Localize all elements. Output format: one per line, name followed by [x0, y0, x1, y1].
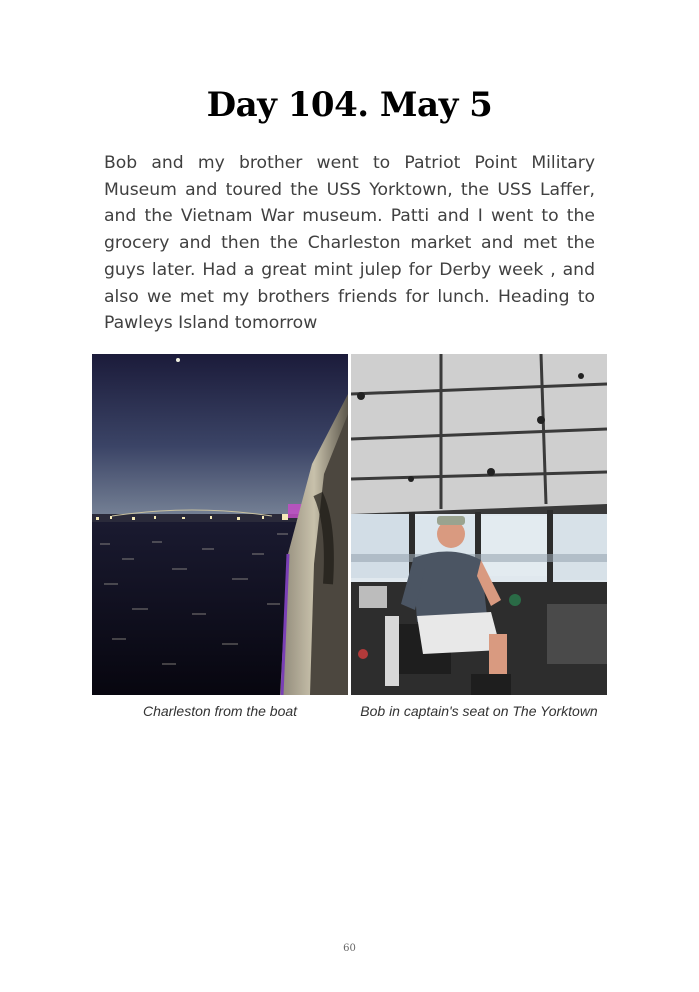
- photo-charleston-night: [92, 354, 348, 695]
- photo-caption-right: Bob in captain's seat on The Yorktown: [360, 703, 598, 719]
- photo-captain-seat: [351, 354, 607, 695]
- page-title: Day 104. May 5: [206, 85, 493, 125]
- page-number: 60: [343, 943, 356, 954]
- journal-entry-text: Bob and my brother went to Patriot Point Military Museum and toured the USS Yorktown, the USS Laffer, and the Vietnam War museum. Patti and I went to the grocery and then the Charleston market and met the guys later. Had a great mint julep for Derby week , and also we met my brothers friends for lunch. Heading to Pawleys Island tomorrow: [104, 153, 595, 334]
- photo-caption-left: Charleston from the boat: [142, 703, 298, 719]
